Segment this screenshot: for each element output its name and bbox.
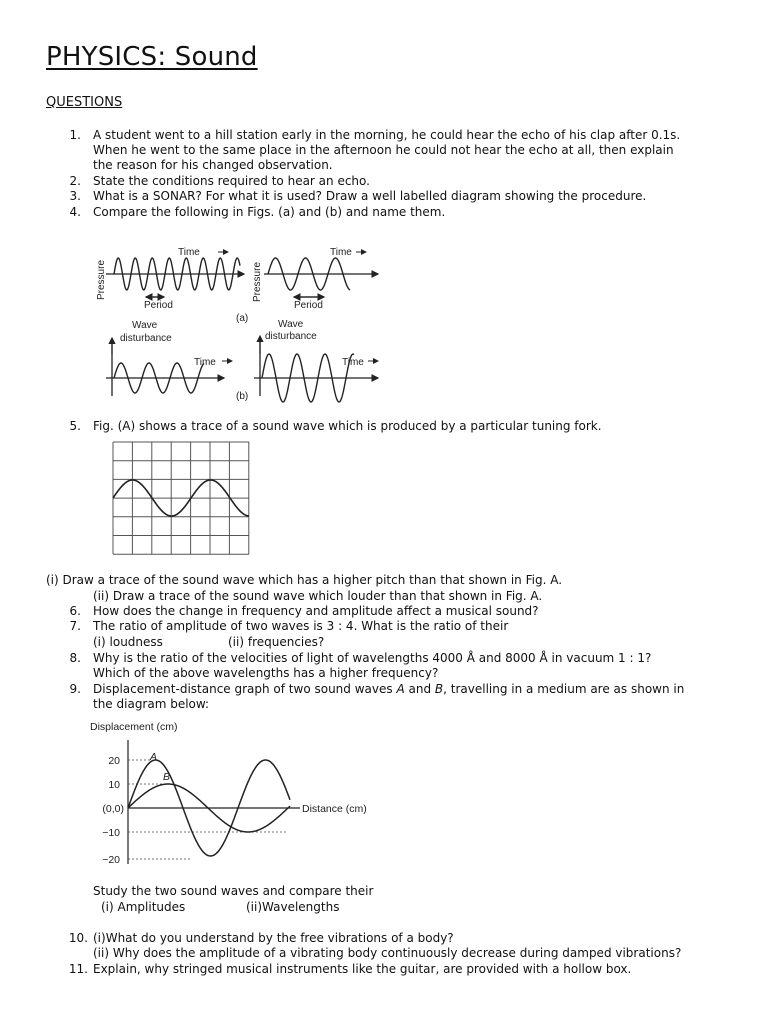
question-number: 3. (69, 189, 81, 203)
period-label: Period (144, 300, 173, 311)
question-number: 5. (69, 419, 81, 433)
question-number: 1. (69, 128, 81, 142)
wave-name: B (434, 682, 444, 696)
wave-comparison-figure (92, 238, 392, 408)
sub-option: (ii) frequencies? (228, 635, 325, 649)
question-text: The ratio of amplitude of two waves is 3 : 4. What is the ratio of their (93, 619, 509, 633)
sub-option: (i) Amplitudes (101, 900, 186, 914)
question-number: 6. (69, 604, 81, 618)
tuning-fork-trace-figure (111, 440, 251, 556)
question-number: 8. (69, 651, 81, 665)
text-span: Displacement-distance graph of two sound waves (93, 682, 397, 696)
y-axis-label: Displacement (cm) (90, 721, 178, 733)
text-span: , travelling in a medium are as shown in (443, 682, 685, 696)
axis-label: disturbance (120, 333, 172, 344)
axis-label: Time (342, 357, 364, 368)
sub-question: (ii) Why does the amplitude of a vibrating body continuously decrease during damped vibrations? (93, 946, 682, 960)
question-number: 2. (69, 174, 81, 188)
question-number: 4. (69, 205, 81, 219)
wave-name: A (396, 682, 405, 696)
text-span: and (404, 682, 435, 696)
question-text (93, 682, 684, 697)
question-text: Why is the ratio of the velocities of light of wavelengths 4000 Å and 8000 Å in vacuum 1 : 1? (93, 651, 652, 665)
tick-label: 20 (108, 755, 120, 767)
axis-label: Pressure (252, 261, 263, 302)
section-heading: QUESTIONS (46, 95, 123, 110)
question-text: Explain, why stringed musical instruments like the guitar, are provided with a hollow box. (93, 962, 632, 976)
question-text: (i)What do you understand by the free vibrations of a body? (93, 931, 454, 945)
question-text: Fig. (A) shows a trace of a sound wave which is produced by a particular tuning fork. (93, 419, 602, 433)
figure-label: (b) (236, 391, 249, 402)
question-text: Which of the above wavelengths has a higher frequency? (93, 666, 439, 680)
period-label: Period (294, 300, 323, 311)
wave-b-label: B (163, 771, 171, 783)
wave-a-label: A (150, 751, 158, 763)
axis-label: Wave (132, 320, 158, 331)
axis-label: Time (178, 247, 200, 258)
question-text: When he went to the same place in the afternoon he could not hear the echo at all, then explain (93, 143, 674, 157)
question-text: What is a SONAR? For what it is used? Draw a well labelled diagram showing the procedure. (93, 189, 647, 203)
question-number: 11. (68, 962, 88, 976)
question-number: 10. (68, 931, 88, 945)
question-text: Compare the following in Figs. (a) and (b) and name them. (93, 205, 446, 219)
question-number: 9. (69, 682, 81, 696)
figure-label: (a) (236, 313, 249, 324)
x-axis-label: Distance (cm) (302, 803, 367, 815)
sub-question: (i) Draw a trace of the sound wave which has a higher pitch than that shown in Fig. A. (46, 573, 563, 587)
page-title: PHYSICS: Sound (46, 42, 258, 72)
question-text: Study the two sound waves and compare their (93, 884, 374, 898)
tick-label: −10 (102, 827, 120, 839)
question-text: A student went to a hill station early in the morning, he could hear the echo of his clap after 0.1s. (93, 128, 681, 142)
axis-label: Wave (278, 319, 304, 330)
displacement-distance-graph (90, 718, 390, 870)
axis-label: Pressure (96, 259, 107, 300)
sub-question: (ii) Draw a trace of the sound wave which louder than that shown in Fig. A. (93, 589, 543, 603)
axis-label: disturbance (265, 331, 317, 342)
question-text: State the conditions required to hear an echo. (93, 174, 370, 188)
question-text: How does the change in frequency and amplitude affect a musical sound? (93, 604, 539, 618)
sub-option: (ii)Wavelengths (246, 900, 340, 914)
tick-label: −20 (102, 854, 120, 866)
question-text: the diagram below: (93, 697, 210, 711)
axis-label: Time (330, 247, 352, 258)
tick-label: (0,0) (102, 803, 124, 815)
sub-option: (i) loudness (93, 635, 163, 649)
axis-label: Time (194, 357, 216, 368)
question-number: 7. (69, 619, 81, 633)
question-text: the reason for his changed observation. (93, 158, 333, 172)
tick-label: 10 (108, 779, 120, 791)
